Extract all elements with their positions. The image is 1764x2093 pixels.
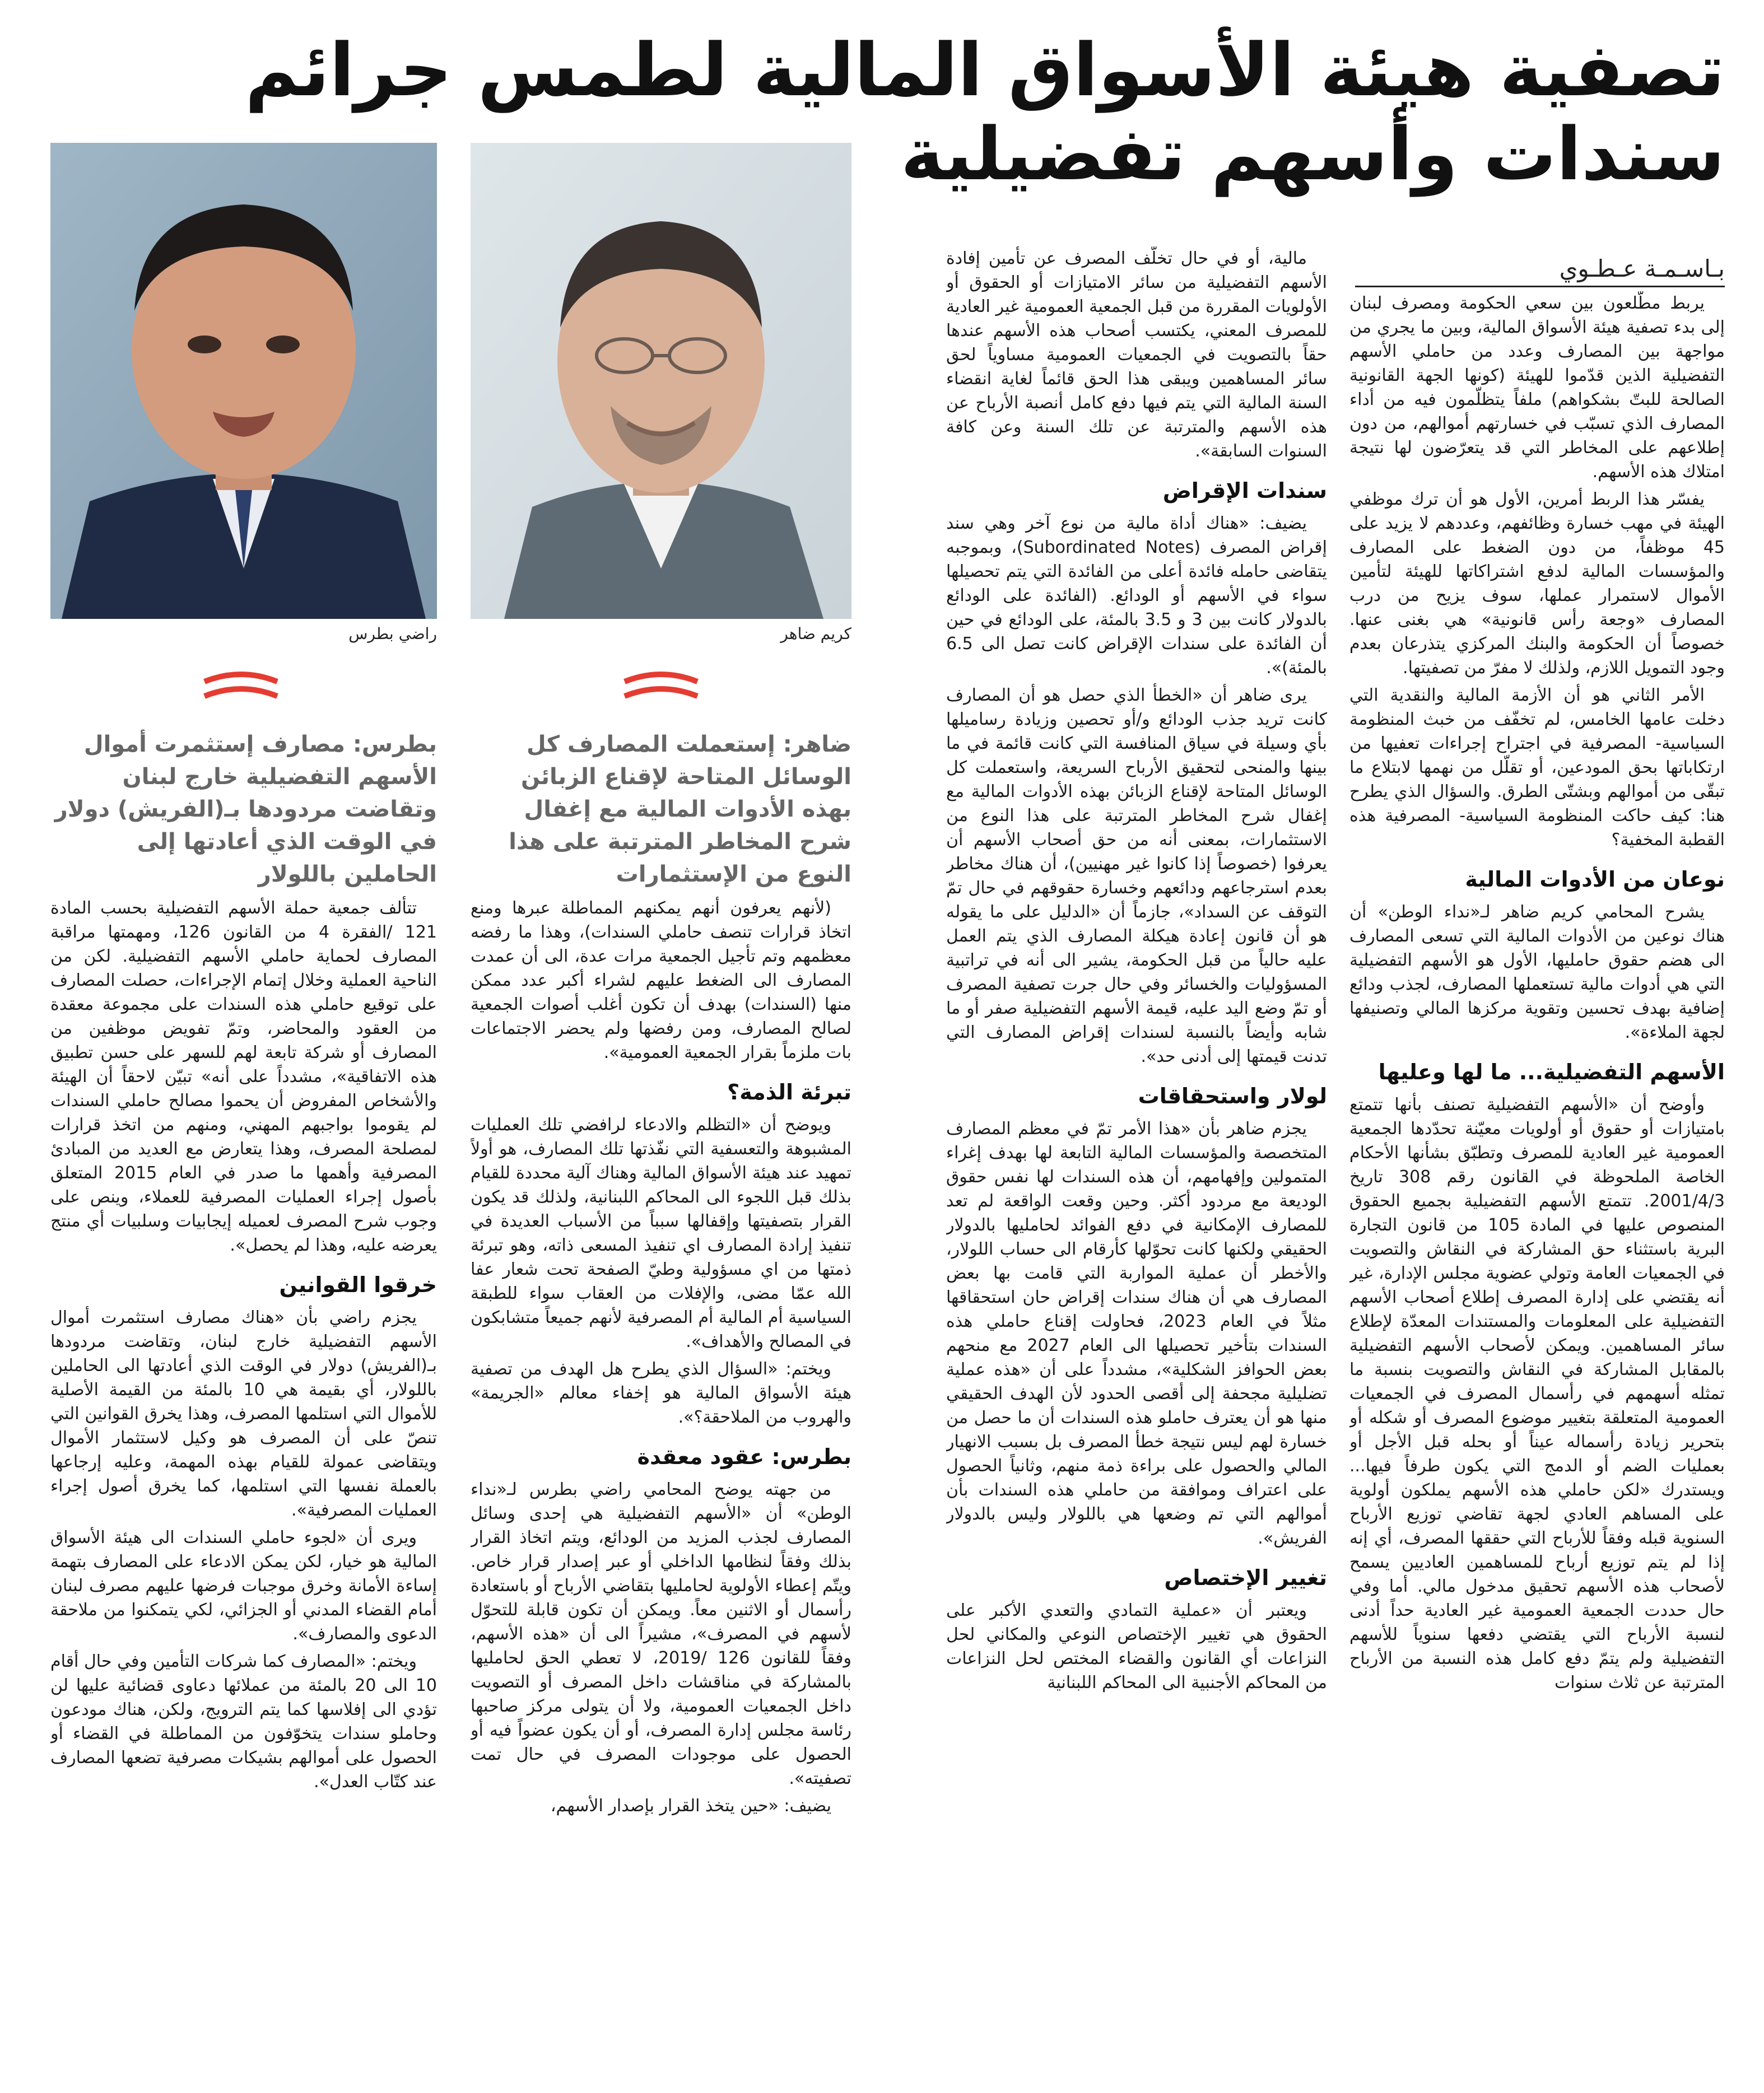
paragraph: ويعتبر أن «عملية التمادي والتعدي الأكبر على الحقوق هي تغيير الإختصاص النوعي والمكاني لحل النزاعات أي القانون والقضاء المختص لحل النزاعات من المحاكم الأجنبية الى المحاكم اللبنانية xyxy=(946,1601,1327,1693)
paragraph: يضيف: «حين يتخذ القرار بإصدار الأسهم، xyxy=(550,1796,831,1816)
pull-quote-daher: ضاهر: إستعملت المصارف كل الوسائل المتاحة لإقناع الزبائن بهذه الأدوات المالية مع إغفال شرح المخاطر المترتبة على هذا النوع من الإستثمارات xyxy=(509,731,851,887)
portrait-illustration xyxy=(50,143,437,619)
photo-caption-karim-daher: كريم ضاهر xyxy=(780,624,851,643)
paragraph: تتألف جمعية حملة الأسهم التفضيلية بحسب المادة 121 /الفقرة 4 من القانون 126، ومهمتها مراقبة المصارف لحماية حاملي الأسهم التفضيلية. لكن من الناحية العملية وخلال إتمام الإجراءات، حصلت المصارف على توقيع حاملي هذه السندات على مجموعة معقدة من العقود والمحاضر، وتمّ تفويض موظفين من المصارف أو شركة تابعة لهم للسهر على حسن تطبيق هذه الاتفاقية»، مشدداً على أنه» تبيّن لاحقاً أن الهيئة والأشخاص المفروض أن يحموا مصالح حاملي السندات لم يقوموا بواجبهم المهني، ومنهم من اتخذ قرارات لمصلحة المصرف، وهذا يتعارض مع العديد من المبادئ المصرفية وأهمها ما صدر في العام 2015 المتعلق بأصول إجراء العمليات المصرفية للعملاء، وينص على وجوب شرح المصرف لعميله إيجابيات وسلبيات أي منتج يعرضه عليه، وهذا لم يحصل». xyxy=(50,898,437,1255)
photo-karim-daher xyxy=(471,143,851,619)
paragraph: يجزم ضاهر بأن «هذا الأمر تمّ في معظم المصارف المتخصصة والمؤسسات المالية التابعة لها بهدف إغراء المتمولين وإفهامهم، أن هذه السندات لها نفس حقوق الوديعة مع مردود أكثر. وحين وقعت الواقعة لم تعد للمصارف الإمكانية في دفع الفوائد لحامليها بالدولار الحقيقي ولكنها كانت تحوّلها كأرقام الى حساب اللولار، والأخطر أن عملية المواربة التي قامت بها بعض المصارف هي أن هناك سندات إقراض حان استحقاقها مثلاً في العام 2023، فحاولت إقناع حاملي هذه السندات بتأخير تحصيلها الى العام 2027 مع منحهم بعض الحوافز الشكلية»، مشدداً على أن «هذه عملية تضليلية مجحفة إلى أقصى الحدود لأن الهدف الحقيقي منها هو أن يعترف حاملو هذه السندات أن ما حصل من خسارة لهم ليس نتيجة خطأ المصرف بل بسبب الانهيار المالي والحصول على براءة ذمة منهم، وثانياً الحصول على اعتراف وموافقة من حاملي هذه السندات بأن أموالهم التي تم وضعها هي باللولار وليس بالدولار الفريش». xyxy=(946,1119,1327,1548)
headline: تصفية هيئة الأسواق المالية لطمس جرائم سندات وأسهم تفضيلية xyxy=(245,27,1725,197)
paragraph: وأوضح أن «الأسهم التفضيلية تصنف بأنها تتمتع بامتيازات أو حقوق أو أولويات معيّنة تحدّدها الجمعية العمومية غير العادية للمصرف وتطبّق بشأنها الأحكام الخاصة الملحوظة في القانون رقم 308 تاريخ 2001/4/3. تتمتع الأسهم التفضيلية بجميع الحقوق المنصوص عليها في المادة 105 من قانون التجارة البرية باستثناء حق المشاركة في النقاش والتصويت في الجمعيات العامة وتولي عضوية مجلس الإدارة، غير أنه يقتضي على إدارة المصرف إطلاع أصحاب الأسهم التفضيلية على المعلومات والمستندات المعدّة لإطلاع سائر المساهمين. ويمكن لأصحاب الأسهم التفضيلية بالمقابل المشاركة في النقاش والتصويت بنسبة ما تمثله أسهمهم في رأسمال المصرف في الجمعيات العمومية المتعلقة بتغيير موضوع المصرف أو شكله أو بتحرير زيادة رأسماله عيناً أو بحله قبل الأجل أو بعمليات الضم أو الدمج التي يكون طرفاً فيها... ويستدرك «لكن حاملي هذه الأسهم يملكون أولوية على المساهم العادي لجهة تقاضي توزيع الأرباح السنوية قبله وفقاً للأرباح التي حققها المصرف، أي إنه إذا لم يتم توزيع أرباح للمساهمين العاديين يسمح لأصحاب هذه الأسهم تحقيق مدخول مالي. أما وفي حال حددت الجمعية العمومية غير العادية حداً أدنى لنسبة الأرباح التي يقتضي دفعها سنوياً للأسهم التفضيلية ولم يتمّ دفع كامل هذه النسبة من الأرباح المترتبة عن ثلاث سنوات xyxy=(1349,1095,1725,1693)
paragraph: ويختم: «السؤال الذي يطرح هل الهدف من تصفية هيئة الأسواق المالية هو إخفاء معالم «الجريمة» والهروب من الملاحقة؟». xyxy=(471,1359,851,1427)
chevron-separator-icon xyxy=(202,669,280,703)
paragraph: يضيف: «هناك أداة مالية من نوع آخر وهي سند إقراض المصرف (Subordinated Notes)، وبموجبه يتقاضى حامله فائدة أعلى من الفائدة التي يتم تحصيلها سواء في الأسهم أو الودائع. (الفائدة على الودائع بالدولار كانت بين 3 و 3.5 بالمئة، على الودائع في حين أن الفائدة على سندات الإقراض كانت تصل الى 6.5 بالمئة)». xyxy=(946,514,1327,678)
paragraph: (لأنهم يعرفون أنهم يمكنهم المماطلة عبرها ومنع اتخاذ قرارات تنصف حاملي السندات)، وهذا ما رفضه معظمهم وتم تأجيل الجمعية مرات عدة، الى أن عمدت المصارف الى الضغط عليهم لشراء أكبر عدد ممكن منها (السندات) بهدف أن تكون أغلب أصوات الجمعية لصالح المصارف، ومن رفضها ولم يحضر الاجتماعات بات ملزماً بقرار الجمعية العمومية». xyxy=(471,898,851,1062)
subheading: الأسهم التفضيلية... ما لها وعليها xyxy=(1378,1060,1725,1084)
paragraph: ويختم: «المصارف كما شركات التأمين وفي حال أقام 10 الى 20 بالمئة من عملائها دعاوى قضائية عليها لن تؤدي الى إفلاسها كما يتم الترويج، ولكن، هناك مودعون وحاملو سندات يتخوّفون من المماطلة في القضاء أو الحصول على أموالهم بشيكات مصرفية تضعها المصارف عند كتّاب العدل». xyxy=(50,1652,437,1792)
portrait-illustration xyxy=(471,143,851,619)
subheading: تبرئة الذمة؟ xyxy=(727,1080,851,1104)
paragraph: يجزم راضي بأن «هناك مصارف استثمرت أموال الأسهم التفضيلية خارج لبنان، وتقاضت مردودها بـ(الفريش) دولار في الوقت الذي أعادتها الى الحاملين باللولار، أي بقيمة هي 10 بالمئة من القيمة الأصلية للأموال التي استلمها المصرف، وهذا يخرق القوانين التي تنصّ على أن المصرف هو وكيل لاستثمار الأموال ويتقاضى عمولة للقيام بهذه المهمة، وعليه إرجاعها بالعملة نفسها التي استلمها، كما يخرق أصول إجراء العمليات المصرفية». xyxy=(50,1308,437,1520)
subheading: نوعان من الأدوات المالية xyxy=(1465,867,1725,892)
paragraph: ويرى أن «لجوء حاملي السندات الى هيئة الأسواق المالية هو خيار، لكن يمكن الادعاء على المصارف بتهمة إساءة الأمانة وخرق موجبات فرضها عليهم مصرف لبنان أمام القضاء المدني أو الجزائي، لكي يتمكنوا من ملاحقة الدعوى والمصارف». xyxy=(50,1528,437,1644)
paragraph: الأمر الثاني هو أن الأزمة المالية والنقدية التي دخلت عامها الخامس، لم تخفّف من خبث المنظومة السياسية- المصرفية في اجتراح إجراءات تعفيها من ارتكاباتها بحق المودعين، أو تقلّل من نهمها لابتلاع ما تبقّى من أموالهم وبشتّى الطرق. والسؤال الذي يطرح هنا: كيف حاكت المنظومة السياسية- المصرفية هذه القطبة المخفية؟ xyxy=(1349,686,1725,850)
chevron-separator-icon xyxy=(622,669,700,703)
byline: بـاسـمـة عـطـوي xyxy=(1355,255,1725,287)
subheading: لولار واستحقاقات xyxy=(1138,1084,1327,1108)
article-column-1 xyxy=(1349,291,1725,2072)
paragraph: مالية، أو في حال تخلّف المصرف عن تأمين إفادة الأسهم التفضيلية من سائر الامتيازات أو الحقوق أو الأولويات المقررة من قبل الجمعية العمومية غير العادية للمصرف المعني، يكتسب أصحاب هذه الأسهم عندها حقاً بالتصويت في الجمعيات العمومية مساوياً لحق سائر المساهمين ويبقى هذا الحق قائماً لغاية انقضاء السنة المالية التي يتم فيها دفع كامل أنصبة الأرباح عن هذه الأسهم والمترتبة عن تلك السنة وعن كافة السنوات السابقة». xyxy=(946,249,1327,461)
pull-quote-boutros: بطرس: مصارف إستثمرت أموال الأسهم التفضيلية خارج لبنان وتقاضت مردودها بـ(الفريش) دولار في الوقت الذي أعادتها إلى الحاملين باللولار xyxy=(54,731,437,887)
paragraph: من جهته يوضح المحامي راضي بطرس لـ«نداء الوطن» أن «الأسهم التفضيلية هي إحدى وسائل المصارف لجذب المزيد من الودائع، ويتم اتخاذ القرار بذلك وفقاً لنظامها الداخلي أو عبر إصدار قرار خاص. ويتّم إعطاء الأولوية لحامليها بتقاضي الأرباح أو باستعادة رأسمال أو الاثنين معاً. ويمكن أن تكون قابلة للتحوّل لأسهم في المصرف»، مشيراً الى أن «هذه الأسهم، وفقاً للقانون 126 /2019، لا تعطي الحق لحامليها بالمشاركة في مناقشات داخل المصرف أو التصويت داخل الجمعيات العمومية، ولا أن يتولى مركز صاحبها رئاسة مجلس إدارة المصرف، أو أن يكون عضواً فيه أو الحصول على موجودات المصرف في حال تمت تصفيته». xyxy=(471,1480,851,1788)
photo-caption-radi-boutros: راضي بطرس xyxy=(348,624,437,643)
paragraph: يربط مطّلعون بين سعي الحكومة ومصرف لبنان إلى بدء تصفية هيئة الأسواق المالية، وبين ما يجري من مواجهة بين المصارف وعدد من حاملي الأسهم التفضيلية الذين قدّموا للهيئة (كونها الجهة القانونية الصالحة للبتّ بشكواهم) ملفاً يتظلّمون فيه من أداء المصارف الذي تسبّب في خسارتهم أموالهم، من دون إطلاعهم على المخاطر التي قد يتعرّضون لها نتيجة امتلاك هذه الأسهم. xyxy=(1349,293,1725,482)
article-column-3 xyxy=(471,896,851,2072)
paragraph: ويوضح أن «التظلم والادعاء لرافضي تلك العمليات المشبوهة والتعسفية التي نفّذتها تلك المصارف، هو أولاً تمهيد عند هيئة الأسواق المالية وهناك آلية محددة للقيام بذلك قبل اللجوء الى المحاكم اللبنانية، ولذلك قد يكون القرار بتصفيتها وإقفالها سبباً من الأسباب العديدة في تنفيذ إرادة المصارف اي تنفيذ المسعى ذاته، وهو تبرئة ذمتها من اي مسؤولية وطيّ الصفحة تحت شعار عفا الله عمّا مضى، والإفلات من العقاب سواء للطبقة السياسية أم المالية أم المصرفية لأنهم جميعاً متشابكون في المصالح والأهداف». xyxy=(471,1115,851,1351)
subheading: خرقوا القوانين xyxy=(279,1272,437,1297)
subheading: سندات الإقراض xyxy=(1162,478,1327,503)
article-column-2 xyxy=(946,246,1327,2072)
paragraph: يرى ضاهر أن «الخطأ الذي حصل هو أن المصارف كانت تريد جذب الودائع و/أو تحصين وزيادة رساميلها بأي وسيلة في سياق المنافسة التي كانت قائمة في ما بينها والمنحى لتحقيق الأرباح السريعة، واستعملت كل الوسائل المتاحة لإقناع الزبائن بهذه الأدوات المالية مع إغفال شرح المخاطر المترتبة على هذا النوع من الاستثمارات، بمعنى أنه من حق أصحاب الأسهم أن يعرفوا (خصوصاً إذا كانوا غير مهنيين)، أن هناك مخاطر بعدم استرجاعهم ودائعهم وخسارة حقوقهم في حال تمّ التوقف عن السداد»، جازماً أن «الدليل على ما يقوله هو أن قانون إعادة هيكلة المصارف الذي يتم العمل عليه حالياً من قبل الحكومة، يشير الى أنه في تراتبية المسؤوليات والخسائر وفي حال جرت تصفية المصرف أو تمّ وضع اليد عليه، قيمة الأسهم التفضيلية صفر أو ما شابه وأيضاً بالنسبة لسندات إقراض المصارف التي تدنت قيمتها إلى أدنى حد». xyxy=(946,686,1327,1066)
subheading: بطرس: عقود معقدة xyxy=(637,1444,851,1469)
paragraph: يفسّر هذا الربط أمرين، الأول هو أن ترك موظفي الهيئة في مهب خسارة وظائفهم، وعددهم لا يزيد على 45 موظفاً، من دون الضغط على المصارف والمؤسسات المالية لدفع اشتراكاتها للهيئة لتأمين الأموال لاستمرار عملها، سوف يزيح من درب المصارف «وجعة رأس قانونية» هي بغنى عنها. خصوصاً أن الحكومة والبنك المركزي يتذرعان بعدم وجود التمويل اللازم، ولذلك لا مفرّ من تصفيتها. xyxy=(1349,490,1725,678)
subheading: تغيير الإختصاص xyxy=(1164,1565,1327,1590)
photo-radi-boutros xyxy=(50,143,437,619)
article-column-4 xyxy=(50,896,437,2072)
paragraph: يشرح المحامي كريم ضاهر لـ«نداء الوطن» أن هناك نوعين من الأدوات المالية التي تسعى المصارف الى هضم حقوق حامليها، الأول هو الأسهم التفضيلية التي هي أدوات مالية تستعملها المصارف، لجذب ودائع إضافية بهدف تحسين وتقوية مركزها المالي وتصنيفها لجهة الملاءة». xyxy=(1349,902,1725,1042)
